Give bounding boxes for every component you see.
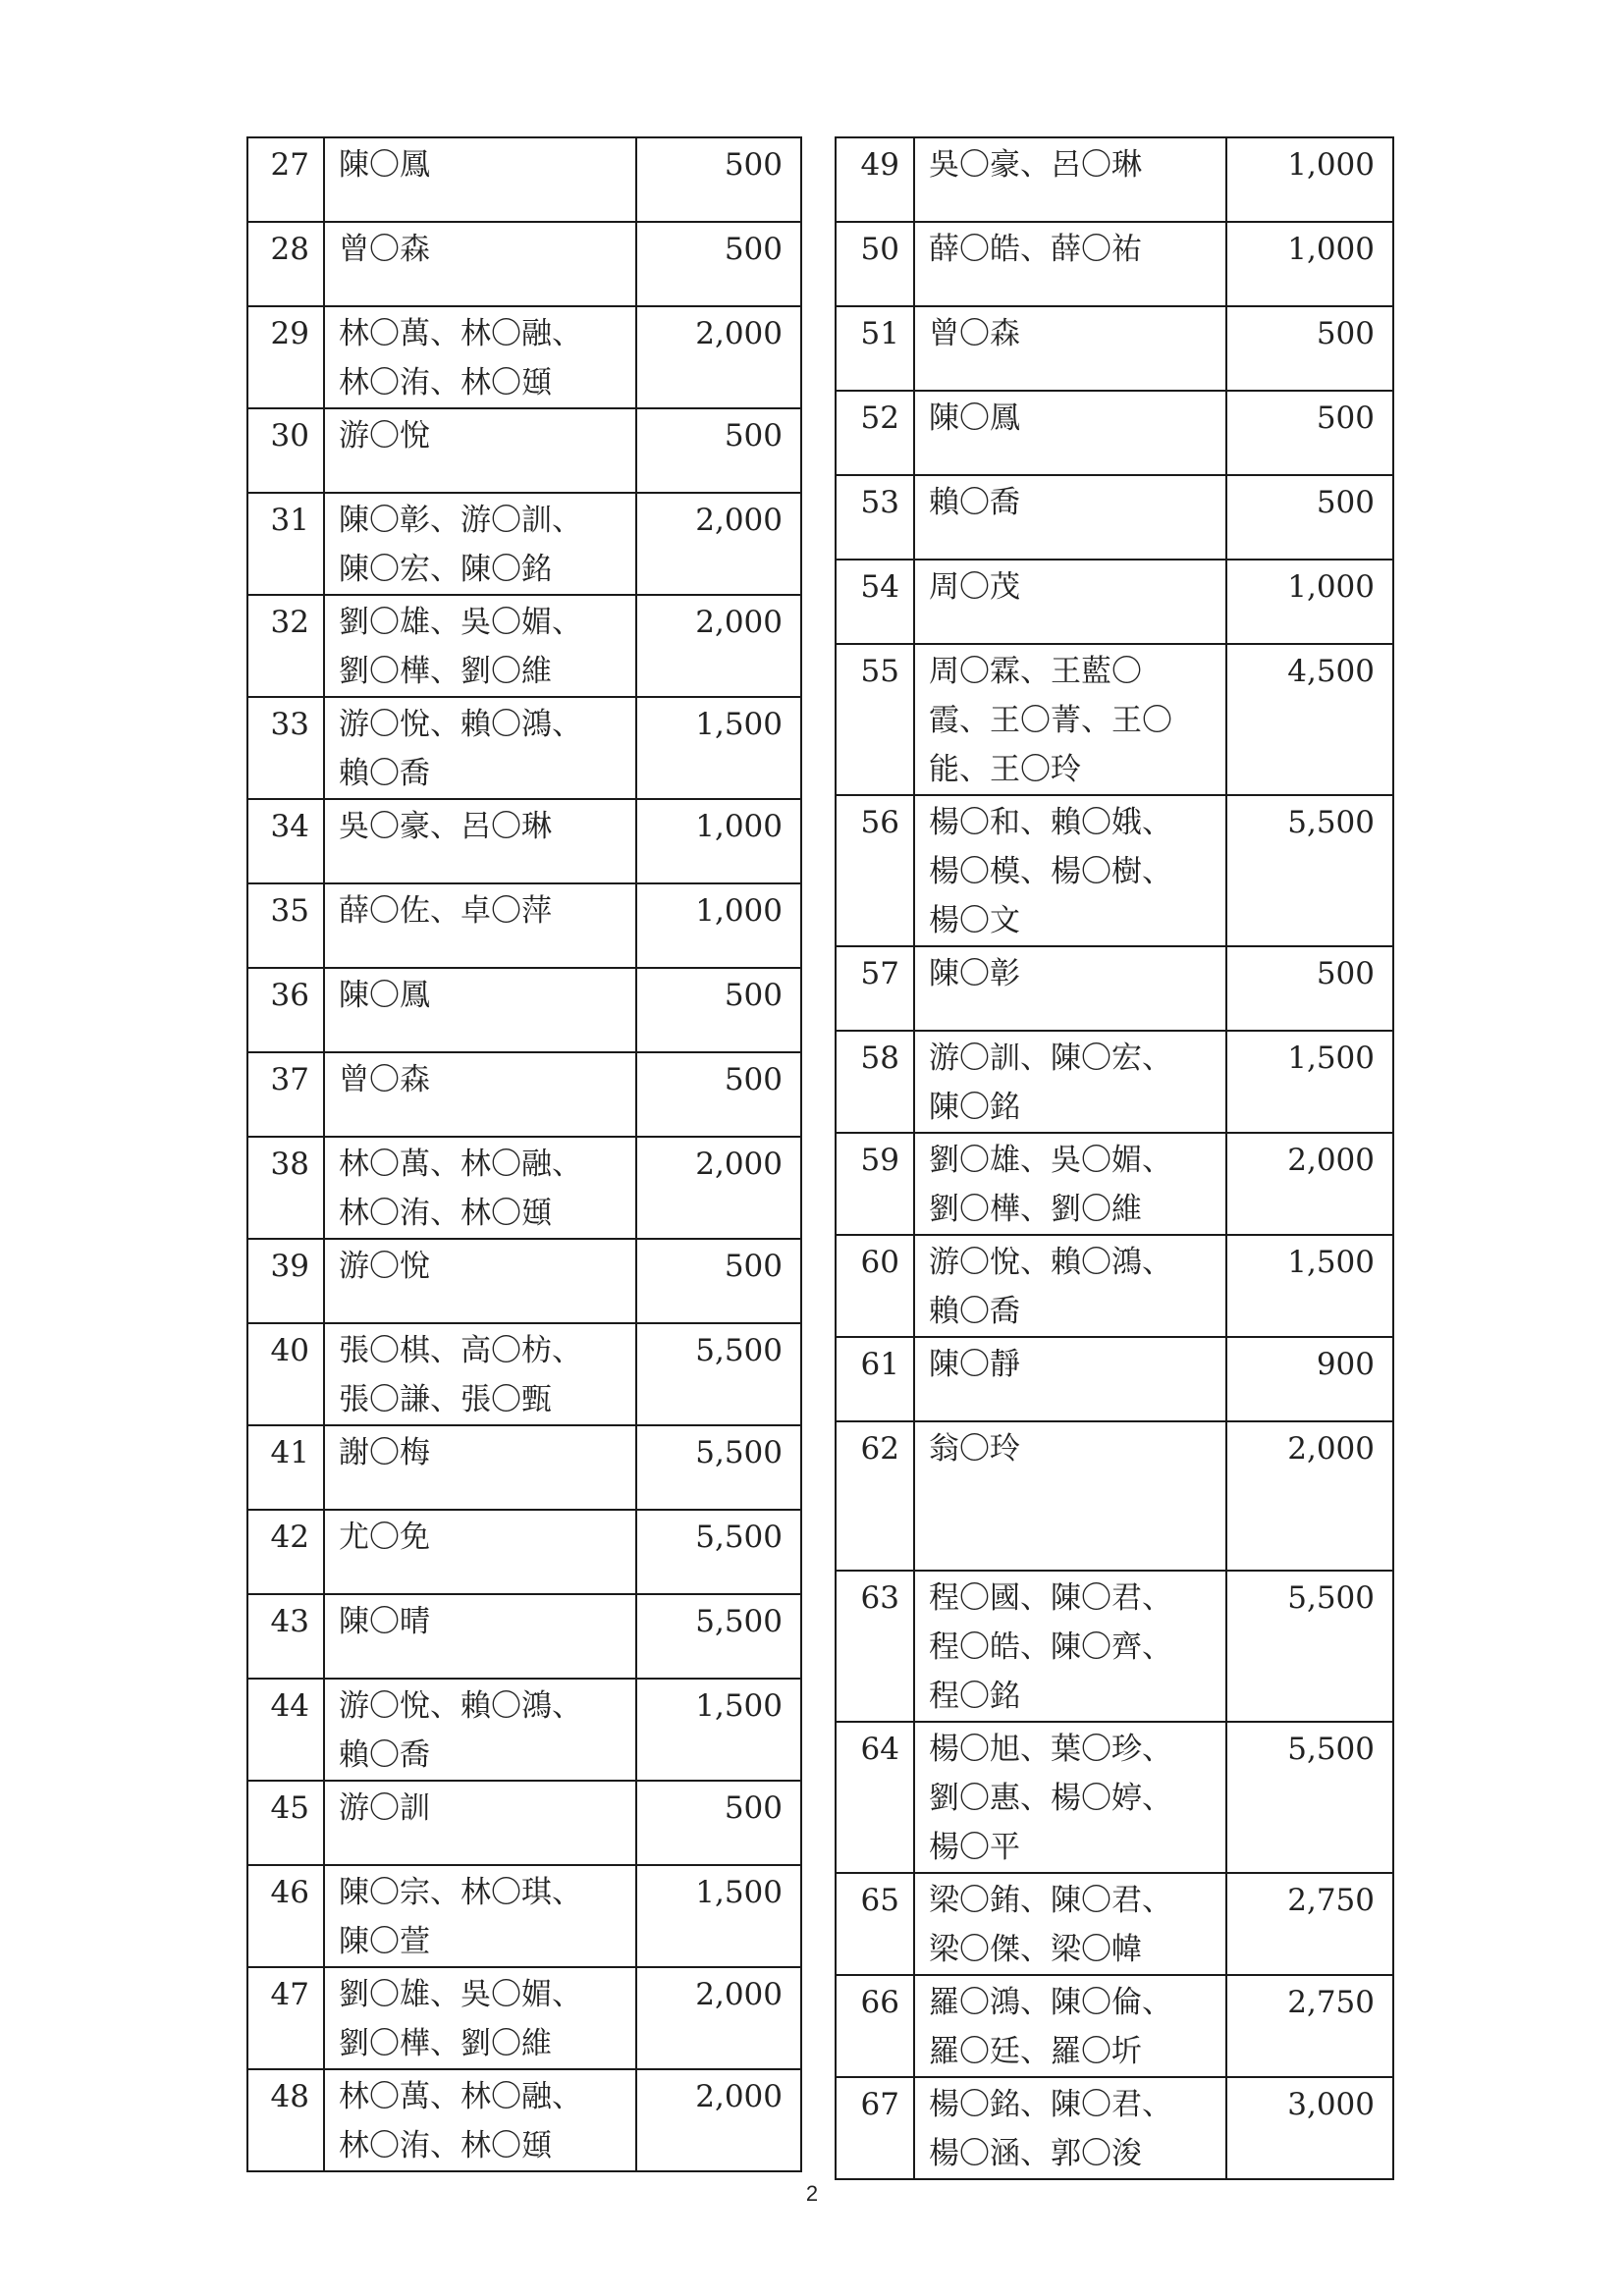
donor-names: 謝〇梅 [324, 1425, 636, 1510]
row-number: 45 [247, 1781, 324, 1865]
donor-names: 程〇國、陳〇君、 程〇皓、陳〇齊、 程〇銘 [914, 1571, 1226, 1722]
row-number: 60 [836, 1235, 914, 1337]
donation-amount: 1,500 [636, 1679, 801, 1781]
table-row [247, 697, 801, 799]
table-row [247, 2069, 801, 2171]
donor-names: 陳〇鳳 [324, 137, 636, 222]
donor-names: 翁〇玲 [914, 1421, 1226, 1571]
table-row [247, 1781, 801, 1865]
table-row [836, 1571, 1393, 1722]
donor-names: 賴〇喬 [914, 475, 1226, 560]
donor-names: 吳〇豪、呂〇琳 [914, 137, 1226, 222]
donor-names: 陳〇鳳 [914, 391, 1226, 475]
donor-names: 劉〇雄、吳〇媚、 劉〇樺、劉〇維 [324, 1967, 636, 2069]
donation-amount: 1,500 [636, 1865, 801, 1967]
row-number: 41 [247, 1425, 324, 1510]
donation-amount: 500 [1226, 391, 1393, 475]
row-number: 51 [836, 306, 914, 391]
donor-names: 薛〇皓、薛〇祐 [914, 222, 1226, 306]
table-row [836, 1337, 1393, 1421]
row-number: 55 [836, 644, 914, 795]
donor-names: 曾〇森 [914, 306, 1226, 391]
donor-names: 楊〇和、賴〇娥、 楊〇模、楊〇樹、 楊〇文 [914, 795, 1226, 946]
table-row [836, 1133, 1393, 1235]
donation-amount: 500 [636, 1052, 801, 1137]
row-number: 43 [247, 1594, 324, 1679]
table-row [247, 1137, 801, 1239]
donor-names: 陳〇鳳 [324, 968, 636, 1052]
donor-names: 劉〇雄、吳〇媚、 劉〇樺、劉〇維 [914, 1133, 1226, 1235]
donor-names: 陳〇宗、林〇琪、 陳〇萱 [324, 1865, 636, 1967]
donation-amount: 900 [1226, 1337, 1393, 1421]
donor-names: 羅〇鴻、陳〇倫、 羅〇廷、羅〇圻 [914, 1975, 1226, 2077]
donation-amount: 2,000 [636, 1967, 801, 2069]
donation-amount: 5,500 [636, 1510, 801, 1594]
donor-names: 周〇茂 [914, 560, 1226, 644]
donor-names: 梁〇銪、陳〇君、 梁〇傑、梁〇幃 [914, 1873, 1226, 1975]
row-number: 29 [247, 306, 324, 408]
table-row [836, 1975, 1393, 2077]
donation-amount: 500 [636, 968, 801, 1052]
table-row [247, 137, 801, 222]
table-row [247, 1239, 801, 1323]
donor-names: 薛〇佐、卓〇萍 [324, 883, 636, 968]
row-number: 39 [247, 1239, 324, 1323]
donor-names: 陳〇晴 [324, 1594, 636, 1679]
donation-amount: 2,000 [636, 2069, 801, 2171]
table-row [247, 1052, 801, 1137]
donor-names: 周〇霖、王藍〇 霞、王〇菁、王〇 能、王〇玲 [914, 644, 1226, 795]
donor-names: 吳〇豪、呂〇琳 [324, 799, 636, 883]
donation-amount: 5,500 [636, 1594, 801, 1679]
row-number: 65 [836, 1873, 914, 1975]
donor-names: 劉〇雄、吳〇媚、 劉〇樺、劉〇維 [324, 595, 636, 697]
row-number: 30 [247, 408, 324, 493]
row-number: 42 [247, 1510, 324, 1594]
donation-amount: 500 [636, 137, 801, 222]
row-number: 62 [836, 1421, 914, 1571]
table-row [836, 391, 1393, 475]
row-number: 63 [836, 1571, 914, 1722]
table-row [247, 1323, 801, 1425]
donor-names: 林〇萬、林〇融、 林〇洧、林〇頲 [324, 1137, 636, 1239]
table-row [836, 560, 1393, 644]
donation-amount: 2,000 [636, 595, 801, 697]
row-number: 32 [247, 595, 324, 697]
table-row [836, 795, 1393, 946]
donation-amount: 500 [636, 1781, 801, 1865]
table-row [247, 1865, 801, 1967]
row-number: 33 [247, 697, 324, 799]
right-table-body [836, 137, 1393, 2179]
table-row [836, 306, 1393, 391]
row-number: 66 [836, 1975, 914, 2077]
table-row [836, 1031, 1393, 1133]
row-number: 50 [836, 222, 914, 306]
donation-amount: 500 [1226, 306, 1393, 391]
table-row [247, 883, 801, 968]
donation-amount: 500 [1226, 475, 1393, 560]
donation-amount: 500 [636, 408, 801, 493]
row-number: 49 [836, 137, 914, 222]
table-row [247, 1425, 801, 1510]
row-number: 35 [247, 883, 324, 968]
donor-names: 楊〇銘、陳〇君、 楊〇涵、郭〇浚 [914, 2077, 1226, 2179]
row-number: 37 [247, 1052, 324, 1137]
table-row [247, 1594, 801, 1679]
left-table-body [247, 137, 801, 2171]
page-number: 2 [805, 2181, 819, 2206]
donation-amount: 1,500 [1226, 1031, 1393, 1133]
table-row [836, 1722, 1393, 1873]
donation-amount: 5,500 [636, 1425, 801, 1510]
donor-names: 游〇訓、陳〇宏、 陳〇銘 [914, 1031, 1226, 1133]
table-row [247, 306, 801, 408]
donation-amount: 2,000 [1226, 1421, 1393, 1571]
donation-amount: 3,000 [1226, 2077, 1393, 2179]
row-number: 47 [247, 1967, 324, 2069]
table-row [247, 968, 801, 1052]
donation-amount: 1,500 [1226, 1235, 1393, 1337]
table-row [247, 799, 801, 883]
table-row [836, 644, 1393, 795]
donation-amount: 1,000 [1226, 137, 1393, 222]
row-number: 34 [247, 799, 324, 883]
donor-names: 尤〇免 [324, 1510, 636, 1594]
table-row [247, 408, 801, 493]
row-number: 46 [247, 1865, 324, 1967]
donor-names: 張〇棋、高〇枋、 張〇謙、張〇甄 [324, 1323, 636, 1425]
table-row [247, 493, 801, 595]
row-number: 31 [247, 493, 324, 595]
row-number: 44 [247, 1679, 324, 1781]
donor-names: 楊〇旭、葉〇珍、 劉〇惠、楊〇婷、 楊〇平 [914, 1722, 1226, 1873]
donor-names: 林〇萬、林〇融、 林〇洧、林〇頲 [324, 2069, 636, 2171]
row-number: 27 [247, 137, 324, 222]
donor-names: 曾〇森 [324, 222, 636, 306]
donor-names: 曾〇森 [324, 1052, 636, 1137]
row-number: 58 [836, 1031, 914, 1133]
row-number: 64 [836, 1722, 914, 1873]
table-row [247, 222, 801, 306]
donation-amount: 500 [636, 222, 801, 306]
donation-amount: 2,750 [1226, 1873, 1393, 1975]
donation-table-right [835, 136, 1394, 2180]
donor-names: 游〇訓 [324, 1781, 636, 1865]
table-row [836, 137, 1393, 222]
donation-amount: 5,500 [1226, 1722, 1393, 1873]
donor-names: 游〇悅、賴〇鴻、 賴〇喬 [324, 1679, 636, 1781]
donor-names: 陳〇彰 [914, 946, 1226, 1031]
donor-names: 林〇萬、林〇融、 林〇洧、林〇頲 [324, 306, 636, 408]
row-number: 48 [247, 2069, 324, 2171]
table-row [836, 946, 1393, 1031]
table-row [247, 1510, 801, 1594]
donation-amount: 1,000 [1226, 560, 1393, 644]
donation-amount: 1,000 [1226, 222, 1393, 306]
table-row [836, 1873, 1393, 1975]
donation-amount: 5,500 [1226, 1571, 1393, 1722]
table-row [836, 1235, 1393, 1337]
donor-names: 游〇悅、賴〇鴻、 賴〇喬 [324, 697, 636, 799]
row-number: 54 [836, 560, 914, 644]
donation-amount: 500 [1226, 946, 1393, 1031]
donation-amount: 5,500 [636, 1323, 801, 1425]
donation-table-left [246, 136, 802, 2172]
table-row [247, 1679, 801, 1781]
row-number: 40 [247, 1323, 324, 1425]
donation-amount: 1,000 [636, 799, 801, 883]
table-row [836, 1421, 1393, 1571]
donation-amount: 500 [636, 1239, 801, 1323]
donation-amount: 5,500 [1226, 795, 1393, 946]
row-number: 28 [247, 222, 324, 306]
donation-amount: 1,500 [636, 697, 801, 799]
row-number: 36 [247, 968, 324, 1052]
row-number: 61 [836, 1337, 914, 1421]
donation-amount: 2,750 [1226, 1975, 1393, 2077]
row-number: 57 [836, 946, 914, 1031]
donation-amount: 2,000 [636, 306, 801, 408]
row-number: 59 [836, 1133, 914, 1235]
donation-amount: 2,000 [636, 493, 801, 595]
table-row [247, 1967, 801, 2069]
donor-names: 游〇悅 [324, 408, 636, 493]
donor-names: 游〇悅 [324, 1239, 636, 1323]
donor-names: 陳〇彰、游〇訓、 陳〇宏、陳〇銘 [324, 493, 636, 595]
donor-names: 游〇悅、賴〇鴻、 賴〇喬 [914, 1235, 1226, 1337]
row-number: 56 [836, 795, 914, 946]
table-row [836, 475, 1393, 560]
row-number: 67 [836, 2077, 914, 2179]
table-row [836, 222, 1393, 306]
table-row [247, 595, 801, 697]
donation-amount: 2,000 [636, 1137, 801, 1239]
donation-amount: 4,500 [1226, 644, 1393, 795]
row-number: 38 [247, 1137, 324, 1239]
donation-amount: 1,000 [636, 883, 801, 968]
row-number: 53 [836, 475, 914, 560]
row-number: 52 [836, 391, 914, 475]
donor-names: 陳〇靜 [914, 1337, 1226, 1421]
table-row [836, 2077, 1393, 2179]
donation-amount: 2,000 [1226, 1133, 1393, 1235]
